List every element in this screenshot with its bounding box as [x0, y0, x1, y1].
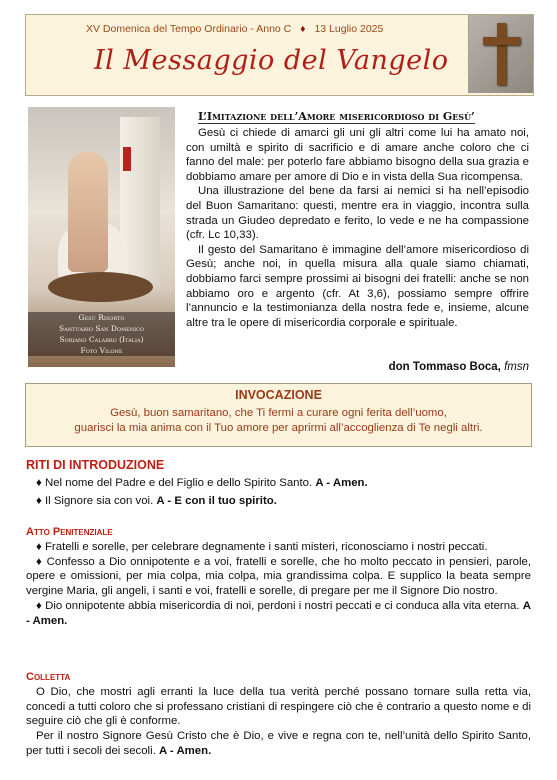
- colletta-text: Per il nostro Signore Gesù Cristo che è Dio, e vive e regna con te, nell’unità dello Spirito Santo, per tutti i secoli dei secoli.: [26, 730, 531, 757]
- riti-title: RITI DI INTRODUZIONE: [26, 458, 165, 472]
- riti-item: [26, 494, 531, 509]
- riti-item: [26, 476, 531, 491]
- photo-statue-base: [48, 272, 153, 302]
- header-subtitle: [86, 23, 383, 35]
- page-title: Il Messaggio del Vangelo: [94, 45, 449, 76]
- article-title: L’Imitazione dell’Amore misericordioso di Gesù’: [198, 110, 475, 123]
- invocation-text: [30, 406, 527, 435]
- date: 13 Luglio 2025: [314, 23, 384, 35]
- invocation-line: guarisci la mia anima con il Tuo amore per aprirmi all’accoglienza di Te negli altri.: [74, 421, 483, 434]
- atto-title: Atto Penitenziale: [26, 526, 113, 538]
- article-paragraph: Una illustrazione del bene da farsi ai nemici si ha nell’episodio del Buon Samaritano: questi, mentre era in viaggio, incontra sulla strada un Giudeo depredato e ferito, lo vede e ne ha compassione (cfr. Lc 10,33).: [186, 185, 529, 242]
- author-order: fmsn: [504, 361, 529, 373]
- riti-section: [26, 458, 531, 508]
- article-paragraph: Gesù ci chiede di amarci gli uni gli altri come lui ha amato noi, con umiltà e spirito di sacrificio e di amare anche coloro che ci fanno del male: per poterlo fare abbiamo bisogno della sua grazia e dobbiamo amare per amore di Dio e in vista della Sua ricompensa.: [186, 127, 529, 183]
- colletta-paragraph: [26, 729, 531, 759]
- atto-paragraph: ♦ Confesso a Dio onnipotente e a voi, fratelli e sorelle, che ho molto peccato in pensieri, parole, opere e omissioni, per mia colpa, mia colpa, mia grandissima colpa. E supplico la beata sempre vergine Maria, gli angeli, i santi e voi, fratelli e sorelle, di pregare per me il Signore Dio nostro.: [26, 555, 531, 598]
- article-paragraph: Il gesto del Samaritano è immagine dell’amore misericordioso di Gesù; anche noi, in quella misura alla quale siamo chiamati, dobbiamo farci sempre prossimi ai bisogni dei fratelli: anche se non abbiamo oro e argento (cfr. At 3,6), possiamo sempre offrire l’annuncio e la testimonianza della nostra fede e, insieme, alcune altre tra le opere di misericordia corporale e spirituale.: [186, 243, 529, 329]
- risen-christ-photo: [28, 107, 175, 367]
- riti-item-text: ♦ Nel nome del Padre e del Figlio e dello Spirito Santo.: [36, 476, 316, 489]
- article-signature: [186, 361, 529, 373]
- riti-response: A - E con il tuo spirito.: [156, 494, 277, 507]
- photo-banner-cross: [123, 147, 131, 171]
- invocation-line: Gesù, buon samaritano, che Ti fermi a curare ogni ferita dell’uomo,: [110, 407, 447, 419]
- cross-horizontal-beam: [483, 37, 520, 45]
- caption-line: Santuario San Domenico: [58, 324, 145, 333]
- photo-caption: [28, 312, 175, 356]
- atto-response: A - Amen.: [26, 599, 531, 627]
- photo-statue: [68, 152, 108, 272]
- liturgical-day: XV Domenica del Tempo Ordinario - Anno C: [86, 23, 292, 35]
- cross-vertical-beam: [497, 23, 506, 85]
- colletta-title: Colletta: [26, 671, 71, 683]
- invocation-box: [25, 383, 532, 447]
- wooden-cross-icon: [468, 15, 533, 93]
- atto-paragraph: ♦ Fratelli e sorelle, per celebrare degnamente i santi misteri, riconosciamo i nostri peccati.: [36, 540, 488, 553]
- caption-line: Gesù Risorto: [78, 313, 125, 322]
- riti-response: A - Amen.: [315, 476, 368, 489]
- colletta-response: A - Amen.: [158, 744, 212, 757]
- diamond-separator-icon: ♦: [300, 23, 306, 35]
- atto-text: ♦ Dio onnipotente abbia misericordia di noi, perdoni i nostri peccati e ci conduca alla vita eterna.: [36, 599, 523, 612]
- article-body: [186, 126, 529, 330]
- colletta-section: [26, 670, 531, 759]
- caption-line: Foto Vilone: [80, 346, 123, 355]
- author-name: don Tommaso Boca,: [388, 361, 501, 373]
- atto-section: [26, 525, 531, 629]
- header-banner: [25, 14, 534, 96]
- atto-paragraph: [26, 599, 531, 629]
- caption-line: Soriano Calabro (Italia): [59, 335, 144, 344]
- invocation-title: INVOCAZIONE: [235, 388, 322, 402]
- colletta-paragraph: O Dio, che mostri agli erranti la luce della tua verità perché possano tornare sulla retta via, concedi a tutti coloro che si professano cristiani di respingere ciò che è contrario a questo nome e di seguire ciò che gli è conforme.: [26, 685, 531, 728]
- riti-item-text: ♦ Il Signore sia con voi.: [36, 494, 157, 507]
